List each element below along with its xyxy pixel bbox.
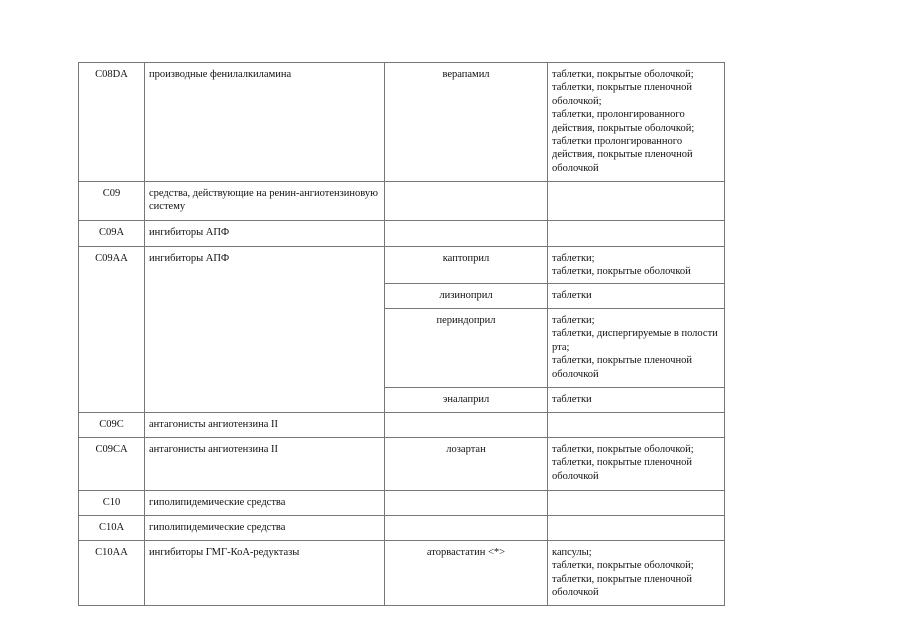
group-name: средства, действующие на ренин-ангиотензиновую систему [145,182,385,221]
group-name: гиполипидемические средства [145,491,385,516]
group-name [145,309,385,388]
group-name: антагонисты ангиотензина II [145,413,385,438]
table-row [79,388,725,413]
atc-code: C09CA [79,438,145,491]
table-row [79,541,725,606]
drug-name [385,182,548,221]
group-name [145,388,385,413]
drug-name: лозартан [385,438,548,491]
atc-code: C08DA [79,63,145,182]
atc-code: C09 [79,182,145,221]
dosage-form [548,413,725,438]
drug-name: верапамил [385,63,548,182]
table-row [79,221,725,247]
table-row [79,63,725,182]
dosage-form: таблетки [548,284,725,309]
dosage-form: таблетки, покрытые оболочкой; таблетки, покрытые пленочной оболочкой; таблетки, пролонгированного действия, покрытые оболочкой; таблетки пролонгированного действия, покрытые пленочной оболочкой [548,63,725,182]
atc-code: C10A [79,516,145,541]
dosage-form [548,516,725,541]
dosage-form [548,221,725,247]
table-row [79,182,725,221]
dosage-form: таблетки; таблетки, диспергируемые в полости рта; таблетки, покрытые пленочной оболочкой [548,309,725,388]
drug-name: эналаприл [385,388,548,413]
drug-name: аторвастатин <*> [385,541,548,606]
drug-name [385,516,548,541]
atc-code [79,284,145,309]
drug-name [385,221,548,247]
atc-code: C10 [79,491,145,516]
drug-name: лизиноприл [385,284,548,309]
drug-name: каптоприл [385,247,548,284]
drug-name [385,491,548,516]
atc-code: C09C [79,413,145,438]
atc-code: C10AA [79,541,145,606]
dosage-form [548,491,725,516]
dosage-form: таблетки, покрытые оболочкой; таблетки, покрытые пленочной оболочкой [548,438,725,491]
group-name: ингибиторы АПФ [145,221,385,247]
table-row [79,413,725,438]
table-row [79,516,725,541]
group-name: гиполипидемические средства [145,516,385,541]
medicines-table [78,62,725,606]
dosage-form: таблетки; таблетки, покрытые оболочкой [548,247,725,284]
dosage-form [548,182,725,221]
atc-code: C09AA [79,247,145,284]
drug-name [385,413,548,438]
table-row [79,438,725,491]
group-name: ингибиторы АПФ [145,247,385,284]
group-name [145,284,385,309]
atc-code: C09A [79,221,145,247]
group-name: антагонисты ангиотензина II [145,438,385,491]
table-row [79,247,725,284]
table-row [79,284,725,309]
atc-code [79,309,145,388]
table-row [79,491,725,516]
drug-name: периндоприл [385,309,548,388]
group-name: производные фенилалкиламина [145,63,385,182]
dosage-form: таблетки [548,388,725,413]
dosage-form: капсулы; таблетки, покрытые оболочкой; таблетки, покрытые пленочной оболочкой [548,541,725,606]
group-name: ингибиторы ГМГ-КоА-редуктазы [145,541,385,606]
table-row [79,309,725,388]
atc-code [79,388,145,413]
